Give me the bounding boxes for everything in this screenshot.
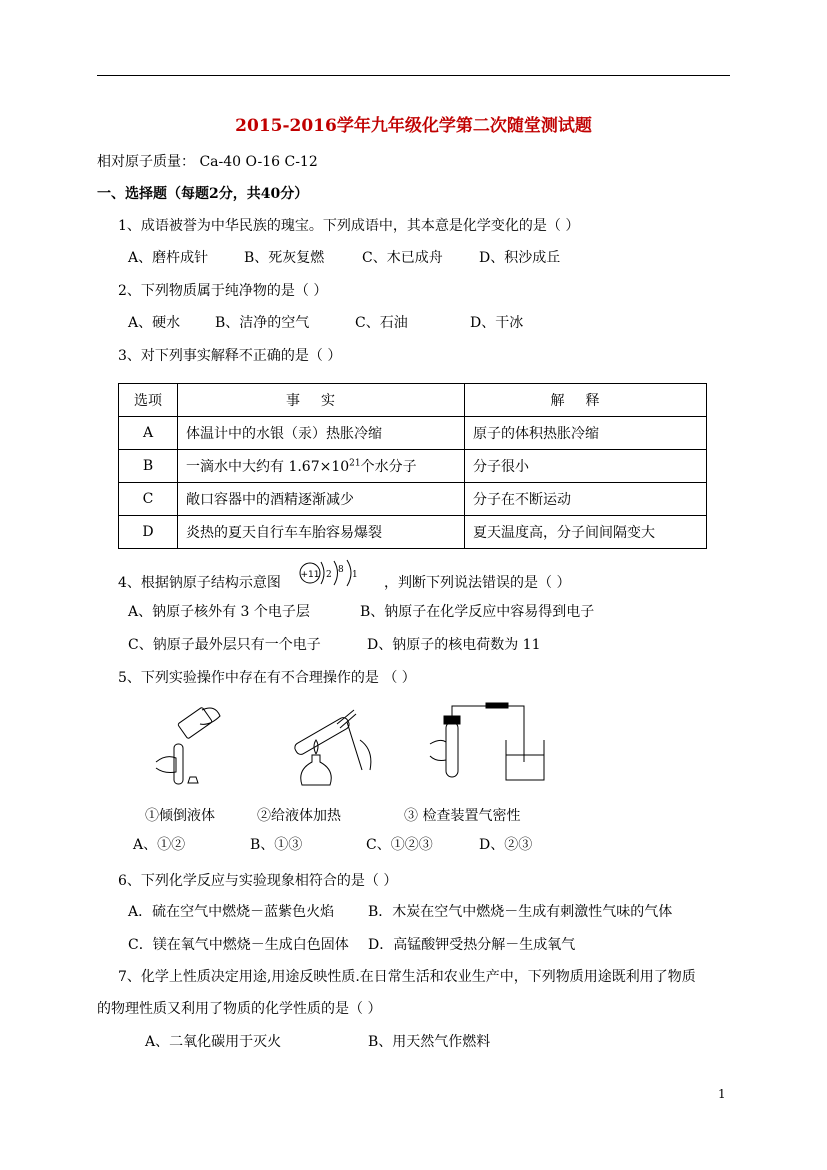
q4-stem-pre: 4、根据钠原子结构示意图 — [118, 575, 281, 591]
q5-stem: 5、下列实验操作中存在有不合理操作的是 （ ） — [118, 670, 416, 686]
header-fact: 事实 — [286, 393, 356, 409]
q4-option-a: A、钠原子核外有 3 个电子层 — [128, 604, 310, 620]
table-row — [119, 516, 707, 549]
q2-option-c: C、石油 — [355, 315, 408, 331]
q2-option-b: B、洁净的空气 — [215, 315, 310, 331]
q6-option-d: D．高锰酸钾受热分解－生成氧气 — [368, 937, 576, 953]
row-option: A — [119, 417, 178, 450]
nucleus-label: +11 — [300, 570, 320, 580]
q5-option-c: C、①②③ — [366, 837, 433, 853]
pouring-liquid-illustration — [140, 702, 230, 792]
q5-caption-1: ①倾倒液体 — [145, 808, 215, 824]
sodium-atom-diagram — [296, 558, 376, 590]
row-option: B — [119, 450, 178, 483]
shell-1-electrons: 2 — [326, 570, 332, 580]
q6-stem: 6、下列化学反应与实验现象相符合的是（ ） — [118, 873, 398, 889]
q2-stem: 2、下列物质属于纯净物的是（ ） — [118, 283, 328, 299]
row-fact: 体温计中的水银（汞）热胀冷缩 — [178, 417, 465, 450]
row-explanation: 原子的体积热胀冷缩 — [465, 417, 707, 450]
row-explanation: 分子在不断运动 — [465, 483, 707, 516]
atomic-mass: 相对原子质量： Ca-40 O-16 C-12 — [97, 154, 318, 170]
q7-stem-line1: 7、化学上性质决定用途,用途反映性质.在日常生活和农业生产中，下列物质用途既利用了物质 — [118, 969, 696, 985]
table-row — [119, 483, 707, 516]
q5-caption-2: ②给液体加热 — [257, 808, 341, 824]
row-fact: 炎热的夏天自行车车胎容易爆裂 — [178, 516, 465, 549]
q1-stem: 1、成语被誉为中华民族的瑰宝。下列成语中，其本意是化学变化的是（ ） — [118, 218, 580, 234]
q5-option-d: D、②③ — [479, 837, 533, 853]
q3-stem: 3、对下列事实解释不正确的是（ ） — [118, 348, 342, 364]
q4-option-c: C、钠原子最外层只有一个电子 — [128, 637, 321, 653]
shell-3-electrons: 1 — [352, 570, 358, 580]
table-row — [119, 417, 707, 450]
header-rule — [97, 75, 730, 76]
q2-option-a: A、硬水 — [128, 315, 181, 331]
page-title: 2015-2016学年九年级化学第二次随堂测试题 — [235, 116, 592, 136]
q4-stem-post: ，判断下列说法错误的是（ ） — [384, 575, 571, 591]
header-explanation: 解释 — [550, 393, 621, 409]
row-fact: 敞口容器中的酒精逐渐减少 — [178, 483, 465, 516]
table-row — [119, 450, 707, 483]
table-header-row — [119, 384, 707, 417]
q4-option-d: D、钠原子的核电荷数为 11 — [367, 637, 541, 653]
q5-option-a: A、①② — [133, 837, 186, 853]
q6-option-c: C．镁在氧气中燃烧－生成白色固体 — [128, 937, 349, 953]
row-fact: 一滴水中大约有 $1.67\times 10^{21}$个水分子 — [178, 450, 465, 483]
q7-stem-line2: 的物理性质又利用了物质的化学性质的是（ ） — [97, 1001, 382, 1017]
row-option: C — [119, 483, 178, 516]
q1-option-a: A、磨杵成针 — [128, 250, 209, 266]
heating-liquid-illustration — [282, 700, 382, 795]
q6-option-a: A．硫在空气中燃烧－蓝紫色火焰 — [128, 904, 335, 920]
gas-tightness-illustration — [424, 700, 554, 790]
q5-caption-3: ③ 检查装置气密性 — [404, 808, 521, 824]
q7-option-b: B、用天然气作燃料 — [368, 1034, 491, 1050]
header-option: 选项 — [119, 384, 178, 417]
q6-option-b: B．木炭在空气中燃烧－生成有刺激性气味的气体 — [368, 904, 673, 920]
q1-option-b: B、死灰复燃 — [244, 250, 325, 266]
page-number: 1 — [718, 1087, 726, 1101]
q1-option-d: D、积沙成丘 — [479, 250, 561, 266]
shell-2-electrons: 8 — [338, 565, 344, 575]
section-heading: 一、选择题（每题2分，共40分） — [97, 186, 309, 202]
row-explanation: 分子很小 — [465, 450, 707, 483]
q2-option-d: D、干冰 — [470, 315, 524, 331]
row-option: D — [119, 516, 178, 549]
q1-option-c: C、木已成舟 — [362, 250, 443, 266]
q4-option-b: B、钠原子在化学反应中容易得到电子 — [360, 604, 595, 620]
q5-option-b: B、①③ — [250, 837, 303, 853]
facts-table — [118, 383, 707, 549]
row-explanation: 夏天温度高，分子间间隔变大 — [465, 516, 707, 549]
q7-option-a: A、二氧化碳用于灭火 — [145, 1034, 282, 1050]
